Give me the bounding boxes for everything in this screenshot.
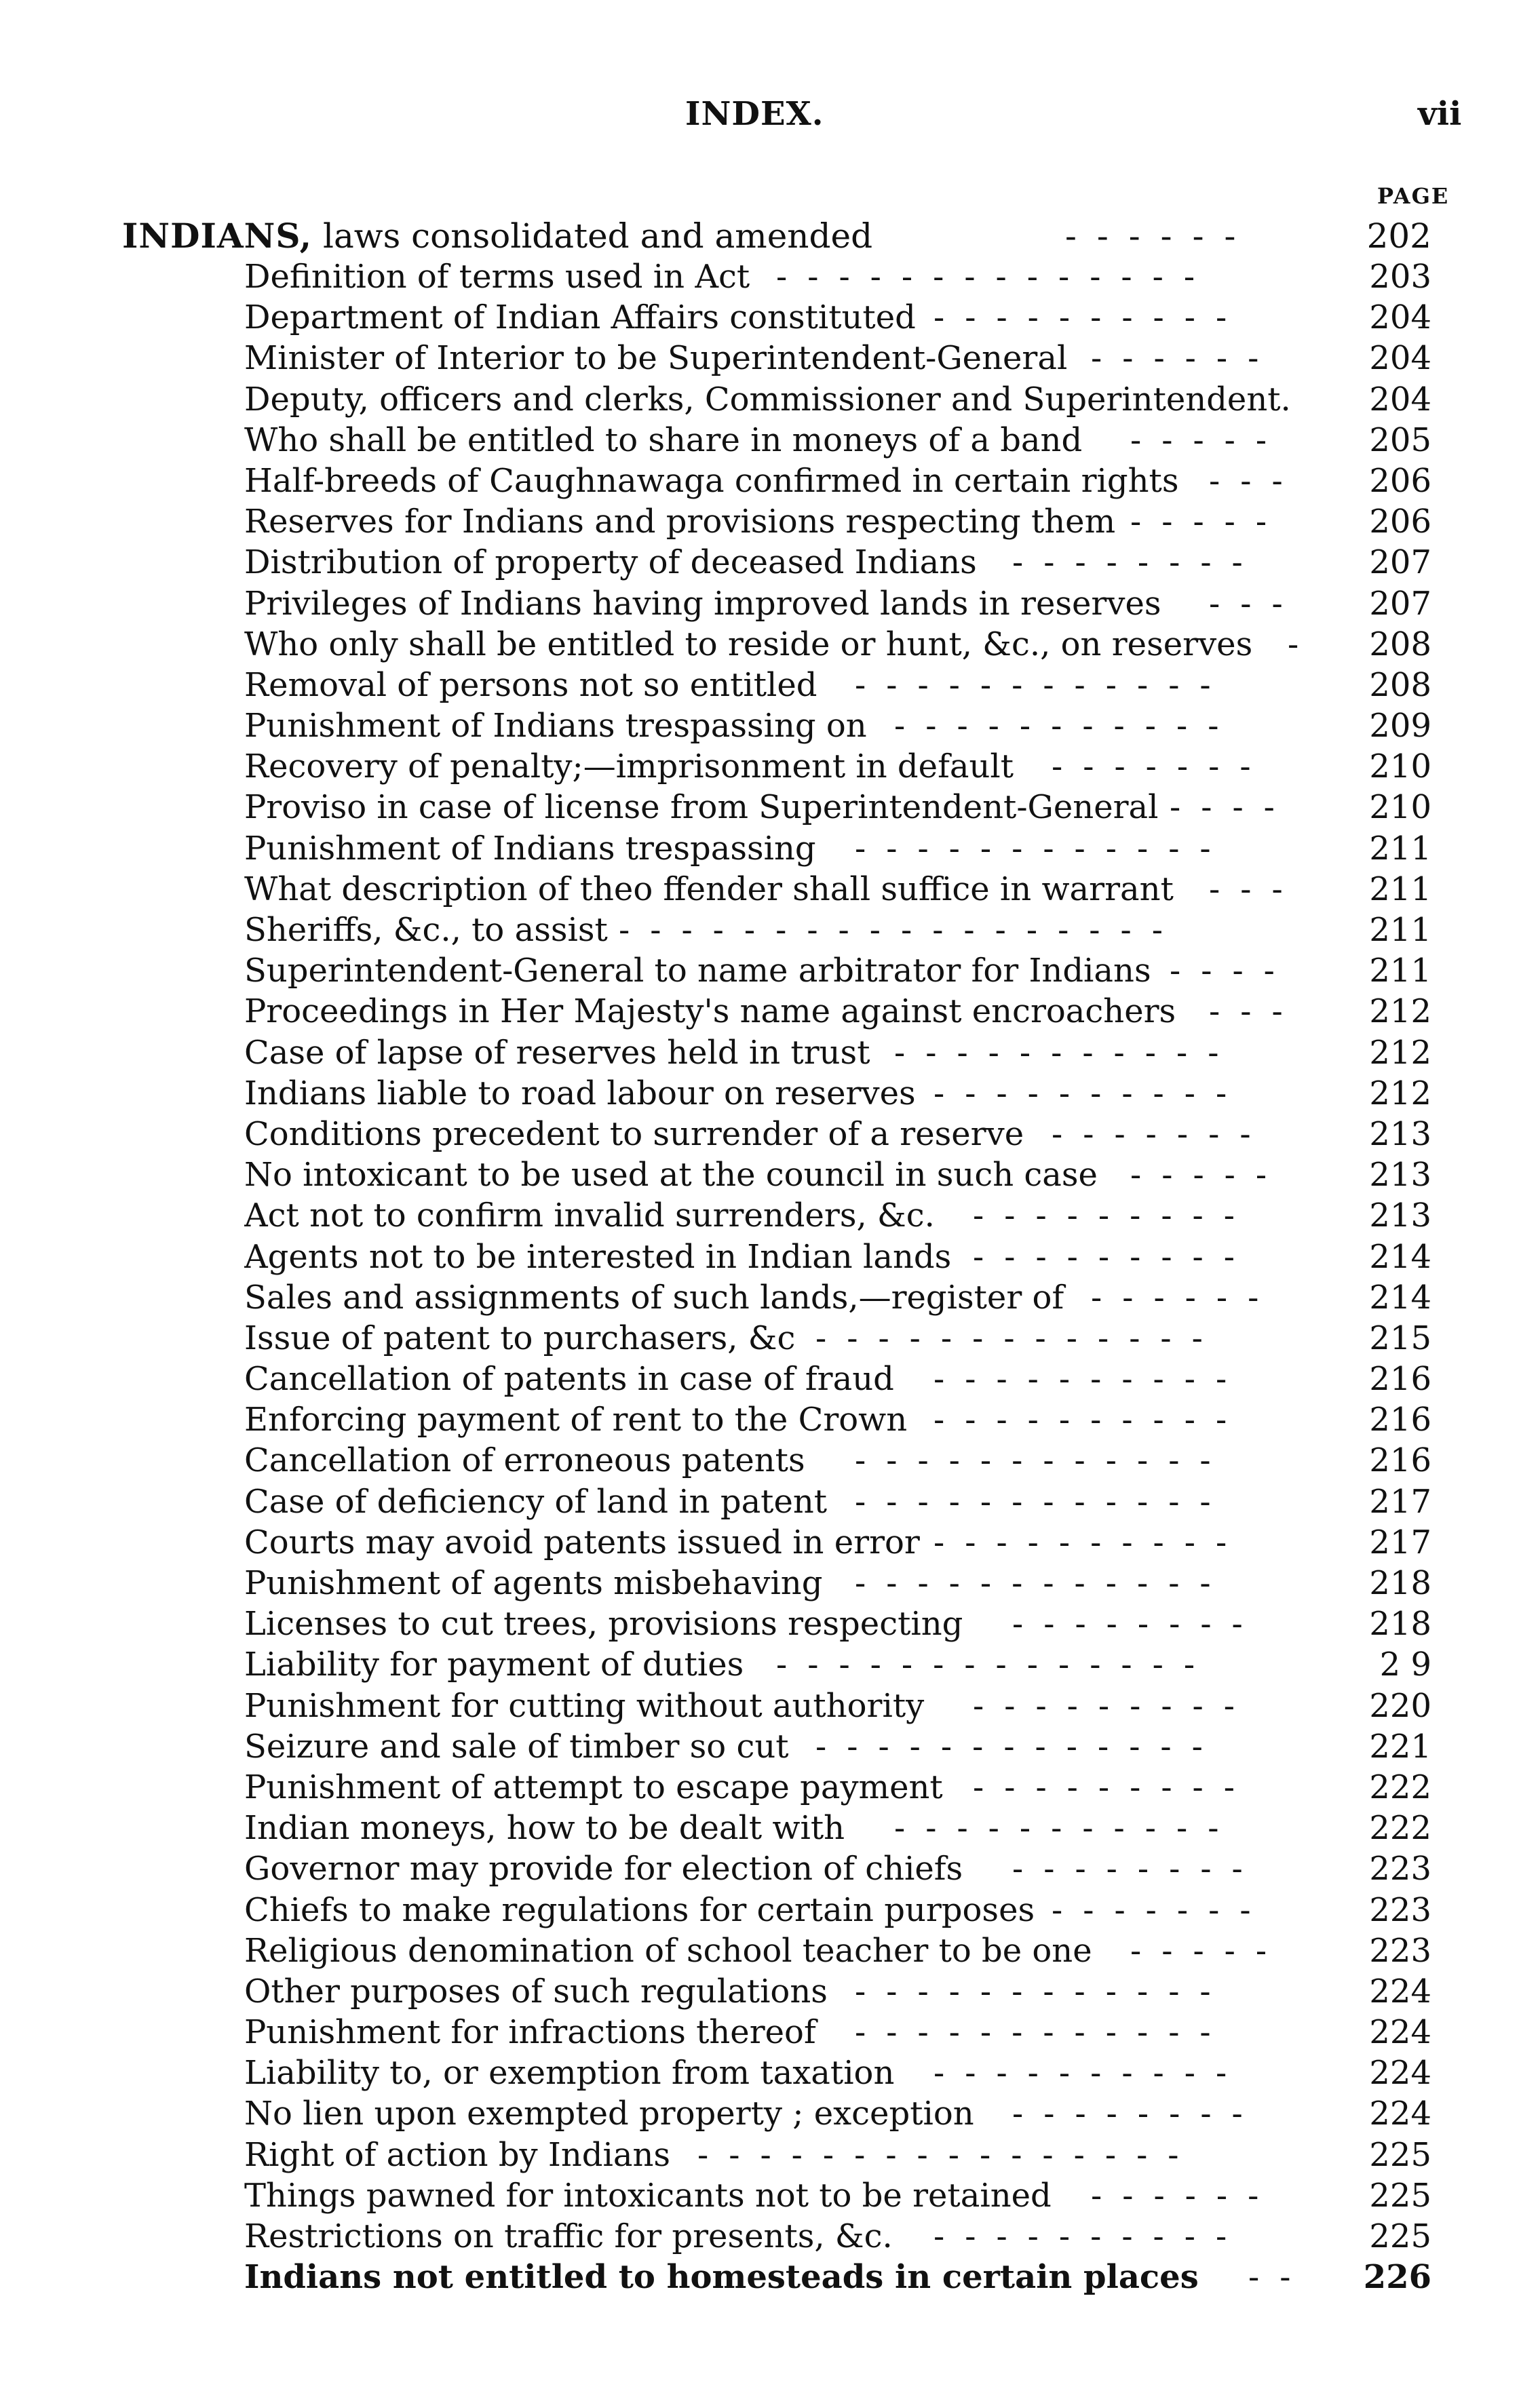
index-entry [244,1154,1431,1195]
dot-leader: -------------- [776,258,1216,296]
entry-text: No intoxicant to be used at the council in such case [244,1156,1098,1195]
index-entry [244,1318,1431,1359]
index-entry [244,787,1431,828]
entry-text: Governor may provide for election of chiefs [244,1850,963,1888]
subentry-list [244,256,1431,2297]
dot-leader: -- [1248,2258,1311,2297]
index-entry [244,1073,1431,1114]
dot-leader: ----------- [894,707,1239,745]
index-entry [244,1359,1431,1399]
index-entry [244,2053,1431,2093]
entry-page: 223 [1369,1890,1431,1929]
index-entry [244,2175,1431,2216]
dot-leader: ------- [1052,1890,1271,1929]
entry-text: Licenses to cut trees, provisions respecting [244,1605,963,1644]
running-title: INDEX. [685,95,824,133]
index-entry [244,1277,1431,1318]
entry-text: Conditions precedent to surrender of a reserve [244,1114,1024,1153]
dot-leader: ----- [1130,503,1288,541]
index-entry [244,1930,1431,1971]
page-column-heading: PAGE [1377,183,1450,209]
index-entry [244,542,1431,583]
entry-page: 206 [1369,461,1431,500]
index-entry [244,1522,1431,1563]
entry-text: Seizure and sale of timber so cut [244,1727,789,1766]
index-entry [244,338,1431,378]
entry-page: 207 [1369,584,1431,623]
dot-leader: ------------ [855,2013,1231,2052]
dot-leader: ------------ [855,1441,1231,1480]
main-entry-text: laws consolidated and amended [322,216,873,256]
entry-text: Distribution of property of deceased Indians [244,543,977,582]
dot-leader: ------------ [855,1482,1231,1521]
entry-text: Punishment of Indians trespassing [244,829,816,868]
entry-text: Superintendent-General to name arbitrator for Indians [244,952,1151,990]
entry-page: 211 [1369,911,1431,949]
entry-page: 213 [1369,1197,1431,1235]
dot-leader: ----- [1130,1931,1288,1970]
entry-page: 213 [1369,1156,1431,1195]
dot-leader: ------ [1091,339,1279,378]
entry-text: Issue of patent to purchasers, &c [244,1319,796,1357]
index-entry [244,746,1431,787]
index-entry [244,2012,1431,2053]
entry-text: Case of deficiency of land in patent [244,1482,828,1521]
index-entry [244,1114,1431,1154]
dot-leader: -------------- [776,1646,1216,1684]
index-entry [244,1767,1431,1808]
entry-page: 215 [1369,1319,1431,1357]
page-number: vii [1418,95,1462,133]
dot-leader: ------------- [815,1319,1223,1357]
dot-leader: ---------- [933,1523,1248,1561]
entry-text: Half-breeds of Caughnawaga confirmed in certain rights [244,461,1179,500]
dot-leader: ------ [1091,2176,1279,2215]
entry-page: 205 [1369,421,1431,459]
dot-leader: ------- [1052,1114,1271,1153]
index-entry [244,256,1431,297]
index-entry [244,991,1431,1032]
entry-text: Liability for payment of duties [244,1646,744,1684]
entry-text: Chiefs to make regulations for certain purposes [244,1890,1035,1929]
index-entry [244,1890,1431,1930]
entry-text: Punishment of attempt to escape payment [244,1768,943,1806]
entry-page: 211 [1369,870,1431,908]
entry-page: 212 [1369,1074,1431,1112]
entry-text: What description of theo ffender shall suffice in warrant [244,870,1174,908]
entry-page: 222 [1369,1768,1431,1806]
dot-leader: ------------------ [619,911,1183,949]
entry-page: 225 [1369,2135,1431,2174]
entry-page: 209 [1369,707,1431,745]
dot-leader: ------------ [855,829,1231,868]
entry-page: 204 [1369,339,1431,378]
dot-leader: ----- [1130,1156,1288,1195]
entry-text: Cancellation of patents in case of fraud [244,1360,894,1399]
index-entry [244,1971,1431,2012]
entry-text: Act not to confirm invalid surrenders, &c. [244,1197,935,1235]
entry-text: Indians liable to road labour on reserves [244,1074,916,1112]
dot-leader: --------- [973,1768,1255,1806]
index-entry [244,2257,1431,2297]
main-entry-page: 202 [1366,216,1431,256]
index-entry [244,1032,1431,1073]
index-entry [244,624,1431,665]
entry-page: 216 [1369,1441,1431,1480]
main-entry-heading: INDIANS, [122,216,313,256]
entry-text: Deputy, officers and clerks, Commissioner and Superintendent. [244,380,1291,419]
entry-text: Removal of persons not so entitled [244,665,817,704]
index-entry [244,1195,1431,1236]
dot-leader: ----------- [894,1033,1239,1072]
entry-text: Indian moneys, how to be dealt with [244,1809,845,1848]
entry-text: Proviso in case of license from Superintendent-General [244,788,1159,827]
entry-page: 218 [1369,1605,1431,1644]
entry-text: Restrictions on traffic for presents, &c. [244,2217,893,2255]
entry-page: 203 [1369,258,1431,296]
entry-page: 223 [1369,1850,1431,1888]
index-entry [244,1644,1431,1685]
index-entry [244,665,1431,705]
entry-text: Right of action by Indians [244,2135,671,2174]
index-entry [244,297,1431,338]
entry-page: 206 [1369,503,1431,541]
index-entry [244,583,1431,624]
index-entry [244,869,1431,910]
dot-leader: -------- [1012,2095,1263,2133]
dot-leader: ---- [1170,952,1295,990]
entry-page: 217 [1369,1482,1431,1521]
entry-page: 211 [1369,952,1431,990]
dot-leader: ------ [1065,216,1256,256]
index-entry [244,910,1431,950]
entry-text: Who only shall be entitled to reside or hunt, &c., on reserves [244,625,1253,663]
index-entry [244,1563,1431,1604]
entry-page: 216 [1369,1401,1431,1439]
entry-text: No lien upon exempted property ; exception [244,2095,974,2133]
index-entry [244,1481,1431,1522]
index-entry [244,705,1431,746]
entry-text: Enforcing payment of rent to the Crown [244,1401,908,1439]
entry-text: Agents not to be interested in Indian lands [244,1237,952,1276]
entry-page: 207 [1369,543,1431,582]
entry-page: 208 [1369,625,1431,663]
entry-page: 208 [1369,665,1431,704]
index-entry [244,379,1431,420]
entry-text: Definition of terms used in Act [244,258,750,296]
entry-text: Punishment for infractions thereof [244,2013,816,2052]
index-entry [244,1604,1431,1644]
index-entry [244,1808,1431,1848]
dot-leader: ------ [1091,1278,1279,1317]
index-entry [244,461,1431,501]
dot-leader: ---------- [933,2054,1248,2093]
dot-leader: --- [1209,870,1303,908]
entry-text: Other purposes of such regulations [244,1972,828,2011]
entry-text: Sales and assignments of such lands,—register of [244,1278,1064,1317]
entry-page: 223 [1369,1931,1431,1970]
dot-leader: ----- [1130,421,1288,459]
index-entry [244,1726,1431,1767]
entry-text: Religious denomination of school teacher to be one [244,1931,1092,1970]
dot-leader: -------- [1012,1850,1263,1888]
index-entry [244,1399,1431,1440]
entry-page: 217 [1369,1523,1431,1561]
entry-page: 210 [1369,747,1431,786]
entry-text: Courts may avoid patents issued in error [244,1523,920,1561]
entry-text: Indians not entitled to homesteads in certain places [244,2258,1199,2297]
entry-page: 214 [1369,1278,1431,1317]
entry-text: Case of lapse of reserves held in trust [244,1033,870,1072]
entry-text: Punishment of agents misbehaving [244,1564,823,1602]
entry-page: 210 [1369,788,1431,827]
index-entry [244,501,1431,542]
entry-page: 220 [1369,1686,1431,1725]
entry-page: 222 [1369,1809,1431,1848]
dot-leader: --------- [973,1237,1255,1276]
dot-leader: ---------- [933,1401,1248,1439]
dot-leader: --- [1209,584,1303,623]
entry-page: 218 [1369,1564,1431,1602]
entry-page: 214 [1369,1237,1431,1276]
dot-leader: ---------- [933,298,1248,337]
dot-leader: -------- [1012,1605,1263,1644]
main-index-entry [122,216,1431,256]
entry-page: 211 [1369,829,1431,868]
entry-text: Punishment for cutting without authority [244,1686,925,1725]
entry-page: 224 [1369,2054,1431,2093]
dot-leader: ------------- [815,1727,1223,1766]
index-entry [244,1440,1431,1481]
entry-text: Recovery of penalty;—imprisonment in default [244,747,1014,786]
dot-leader: --- [1209,461,1303,500]
entry-page: 204 [1369,380,1431,419]
entry-page: 225 [1369,2176,1431,2215]
entry-text: Privileges of Indians having improved lands in reserves [244,584,1161,623]
entry-page: 226 [1363,2258,1431,2297]
entry-text: Reserves for Indians and provisions respecting them [244,503,1116,541]
entry-page: 212 [1369,992,1431,1031]
dot-leader: --------- [973,1686,1255,1725]
index-entry [244,828,1431,869]
entry-page: 224 [1369,2013,1431,2052]
index-entry [244,1848,1431,1889]
dot-leader: --- [1209,992,1303,1031]
entry-text: Who shall be entitled to share in moneys of a band [244,421,1083,459]
entry-page: 216 [1369,1360,1431,1399]
running-head [0,95,1521,149]
entry-text: Sheriffs, &c., to assist [244,911,608,949]
entry-text: Liability to, or exemption from taxation [244,2054,895,2093]
entry-text: Cancellation of erroneous patents [244,1441,805,1480]
index-entry [244,950,1431,991]
index-entry [244,2135,1431,2175]
entry-page: 2 9 [1379,1646,1431,1684]
entry-text: Minister of Interior to be Superintendent-General [244,339,1068,378]
dot-leader: ---------- [933,1074,1248,1112]
dot-leader: ------------ [855,1972,1231,2011]
dot-leader: ----------- [894,1809,1239,1848]
entry-text: Punishment of Indians trespassing on [244,707,867,745]
entry-page: 224 [1369,2095,1431,2133]
entry-text: Department of Indian Affairs constituted [244,298,916,337]
entry-page: 221 [1369,1727,1431,1766]
index-entry [244,1686,1431,1726]
entry-page: 213 [1369,1114,1431,1153]
index-entry [244,2216,1431,2257]
entry-text: Proceedings in Her Majesty's name against encroachers [244,992,1176,1031]
index-entry [244,2093,1431,2134]
entry-page: 204 [1369,298,1431,337]
index-entry [244,420,1431,461]
dot-leader: -------- [1012,543,1263,582]
entry-page: 225 [1369,2217,1431,2255]
dot-leader: ------------ [855,665,1231,704]
dot-leader: - [1288,625,1320,663]
dot-leader: ---- [1170,788,1295,827]
dot-leader: ------- [1052,747,1271,786]
dot-leader: --------- [973,1197,1255,1235]
dot-leader: ---------- [933,2217,1248,2255]
dot-leader: ---------------- [697,2135,1199,2174]
dot-leader: ------------ [855,1564,1231,1602]
entry-page: 224 [1369,1972,1431,2011]
index-entry [244,1237,1431,1277]
dot-leader: ---------- [933,1360,1248,1399]
entry-text: Things pawned for intoxicants not to be retained [244,2176,1052,2215]
entry-page: 212 [1369,1033,1431,1072]
